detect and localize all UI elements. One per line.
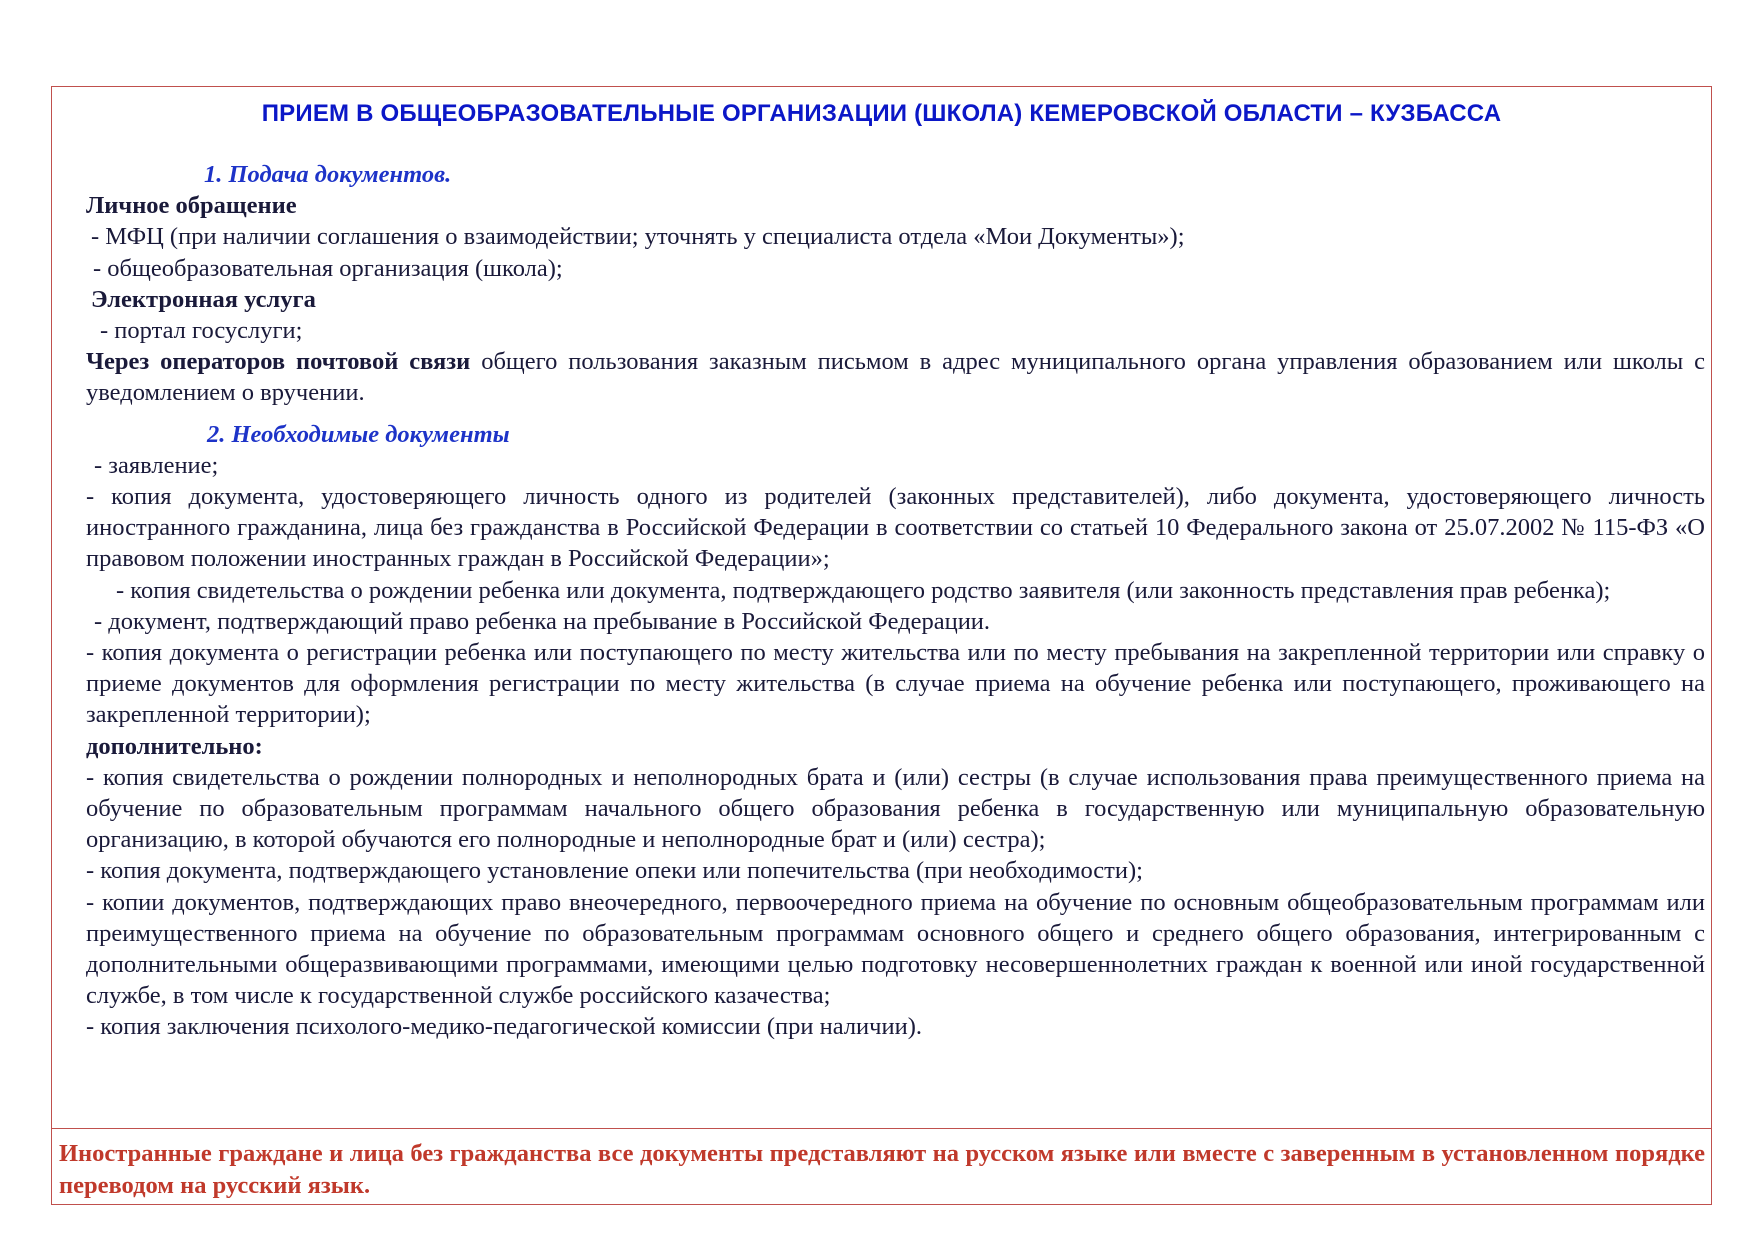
additional-item-priority: - копии документов, подтверждающих право внеочередного, первоочередного приема на обучение по основным общеобразовательным программам или преимущественного приема на обучение по образовательным программам основного общего и среднего общего образования, интегрированным с дополнительными общеразвивающими программами, имеющими целью подготовку несовершеннолетних граждан к военной или иной государственной службе, в том числе к государственной службе российского казачества; <box>86 888 1705 1010</box>
page-title: ПРИЕМ В ОБЩЕОБРАЗОВАТЕЛЬНЫЕ ОРГАНИЗАЦИИ (ШКОЛА) КЕМЕРОВСКОЙ ОБЛАСТИ – КУЗБАССА <box>261 100 1502 127</box>
personal-appeal-label: Личное обращение <box>86 192 297 220</box>
personal-item-mfc: - МФЦ (при наличии соглашения о взаимодействии; уточнять у специалиста отдела «Мои Документы»); <box>91 223 1185 251</box>
electronic-service-label: Электронная услуга <box>91 285 316 313</box>
doc-item-birth-certificate: - копия свидетельства о рождении ребенка или документа, подтверждающего родство заявителя (или законность представления прав ребенка); <box>116 576 1611 604</box>
footer-cell <box>52 1129 1711 1204</box>
additional-item-pmpk: - копия заключения психолого-медико-педагогической комиссии (при наличии). <box>86 1013 922 1041</box>
postal-rest-text: общего пользования заказным письмом в адрес муниципального органа управления образованием или школы с уведомлением о вручении. <box>86 348 1705 407</box>
postal-paragraph <box>86 346 1705 408</box>
personal-item-school: - общеобразовательная организация (школа); <box>93 254 563 282</box>
additional-item-siblings: - копия свидетельства о рождении полнородных и неполнородных брата и (или) сестры (в случае использования права преимущественного приема на обучение по образовательным программам начального общего образования ребенка в государственную или муниципальную образовательную организацию, в которой обучаются его полнородные и неполнородные брат и (или) сестра); <box>86 763 1705 854</box>
foreign-citizens-note: Иностранные граждане и лица без гражданства все документы представляют на русском языке или вместе с заверенным в установленном порядке переводом на русский язык. <box>59 1140 1705 1199</box>
doc-item-registration: - копия документа о регистрации ребенка или поступающего по месту жительства или по месту пребывания на закрепленной территории или справку о приеме документов для оформления регистрации по месту жительства (в случае приема на обучение ребенка или поступающего, проживающего на закрепленной территории); <box>86 639 1705 729</box>
electronic-item-portal: - портал госуслуги; <box>100 317 303 345</box>
doc-item-residence-right: - документ, подтверждающий право ребенка на пребывание в Российской Федерации. <box>94 607 991 635</box>
document-body <box>86 159 1705 1043</box>
section-1-heading: 1. Подача документов. <box>204 161 452 188</box>
doc-item-identity: - копия документа, удостоверяющего личность одного из родителей (законных представителей), либо документа, удостоверяющего личность иностранного гражданина, лица без гражданства в Российской Федерации в соответствии со статьей 10 Федерального закона от 25.07.2002 № 115-ФЗ «О правовом положении иностранных граждан в Российской Федерации»; <box>86 483 1705 573</box>
doc-item-application: - заявление; <box>94 451 219 479</box>
postal-bold-text: Через операторов почтовой связи <box>86 348 471 376</box>
section-2-heading: 2. Необходимые документы <box>207 420 510 448</box>
main-content-cell <box>52 87 1711 1129</box>
document-frame <box>51 86 1712 1205</box>
additional-label: дополнительно: <box>86 732 263 760</box>
additional-item-guardianship: - копия документа, подтверждающего установление опеки или попечительства (при необходимости); <box>86 857 1143 885</box>
